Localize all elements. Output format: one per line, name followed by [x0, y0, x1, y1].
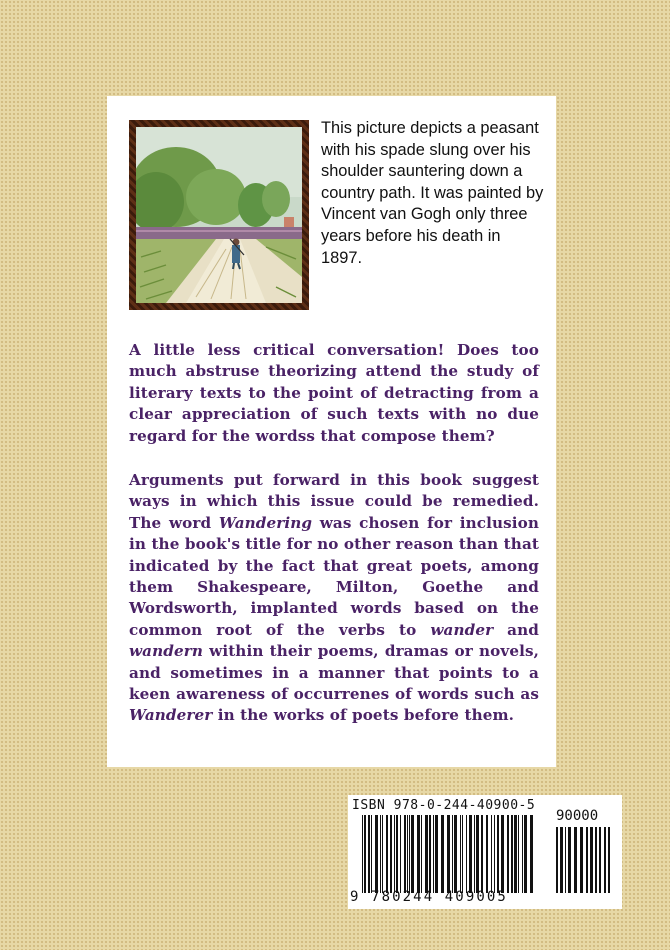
van-gogh-painting: [129, 120, 309, 310]
barcode-bar: [608, 827, 610, 893]
barcode-bar: [394, 815, 395, 893]
barcode-bar: [375, 815, 378, 893]
barcode-bar: [586, 827, 588, 893]
barcode-bar: [497, 815, 499, 893]
barcode-bar: [454, 815, 457, 893]
painting-caption: This picture depicts a peasant with his spade slung over his shoulder sauntering down a country path. It was painted by Vincent van Gogh only three years before his death in 1897.: [321, 119, 544, 267]
barcode-bar: [574, 827, 577, 893]
barcode-bar: [409, 815, 410, 893]
barcode-bar: [390, 815, 392, 893]
barcode-bar: [524, 815, 527, 893]
paragraph-intro: A little less critical conversation! Does too much abstruse theorizing attend the study of literary texts to the point of detracting from a clear appreciation of such texts with no due regard for the wordss that compose them?: [129, 341, 539, 445]
isbn-barcode: [348, 795, 622, 909]
barcode-bar: [580, 827, 583, 893]
barcode-bar: [441, 815, 444, 893]
barcode-bar: [556, 827, 558, 893]
barcode-bar: [466, 815, 467, 893]
isbn-label: ISBN 978-0-244-40900-5: [352, 798, 536, 813]
barcode-bar: [447, 815, 450, 893]
ean-bars: [362, 815, 536, 893]
barcode-bar: [371, 815, 372, 893]
barcode-bar: [400, 815, 401, 893]
barcode-bar: [511, 815, 513, 893]
ean-digits: 9 780244 409005: [350, 889, 508, 905]
barcode-bar: [404, 815, 406, 893]
barcode-bar: [396, 815, 398, 893]
barcode-bar: [433, 815, 434, 893]
back-cover-panel: [107, 96, 556, 767]
barcode-bar: [501, 815, 504, 893]
barcode-bar: [417, 815, 420, 893]
painting-image: [136, 127, 302, 303]
barcode-bar: [368, 815, 370, 893]
price-code: 90000: [556, 808, 599, 824]
barcode-bar: [494, 815, 495, 893]
barcode-bar: [560, 827, 563, 893]
barcode-bar: [460, 815, 461, 893]
paragraph-arguments: Arguments put forward in this book suggest ways in which this issue could be remedied. The word Wandering was chosen for inclusion in the book's title for no other reason than that indicated by the fact that great poets, among them Shakespeare, Milton, Goethe and Wordsworth, implanted words based on the common root of the verbs to wander and wandern within their poems, dramas or novels, and sometimes in a manner that points to a keen awareness of occurrenes of words such as Wanderer in the works of poets before them.: [129, 471, 539, 725]
barcode-bar: [380, 815, 381, 893]
barcode-bar: [507, 815, 509, 893]
barcode-bar: [474, 815, 475, 893]
barcode-bar: [435, 815, 438, 893]
italic-wanderer: Wanderer: [129, 706, 213, 725]
barcode-bar: [462, 815, 463, 893]
barcode-bar: [425, 815, 428, 893]
barcode-bar: [514, 815, 517, 893]
barcode-bar: [590, 827, 593, 893]
barcode-bar: [486, 815, 488, 893]
italic-wander: wander: [430, 620, 494, 639]
barcode-bar: [469, 815, 472, 893]
barcode-bar: [386, 815, 388, 893]
italic-wandering: Wandering: [218, 513, 313, 532]
addon-bars: [556, 827, 612, 893]
barcode-bar: [518, 815, 519, 893]
barcode-bar: [362, 815, 363, 893]
barcode-bar: [599, 827, 601, 893]
barcode-bar: [429, 815, 431, 893]
barcode-bar: [407, 815, 408, 893]
barcode-bar: [568, 827, 571, 893]
barcode-bar: [565, 827, 566, 893]
barcode-bar: [382, 815, 383, 893]
barcode-bar: [491, 815, 492, 893]
barcode-bar: [522, 815, 523, 893]
barcode-bar: [481, 815, 483, 893]
barcode-bar: [421, 815, 422, 893]
barcode-bar: [604, 827, 606, 893]
italic-wandern: wandern: [129, 642, 203, 661]
barcode-bar: [530, 815, 533, 893]
barcode-bar: [476, 815, 479, 893]
barcode-bar: [595, 827, 597, 893]
barcode-bar: [452, 815, 453, 893]
barcode-bar: [364, 815, 366, 893]
barcode-bar: [411, 815, 414, 893]
